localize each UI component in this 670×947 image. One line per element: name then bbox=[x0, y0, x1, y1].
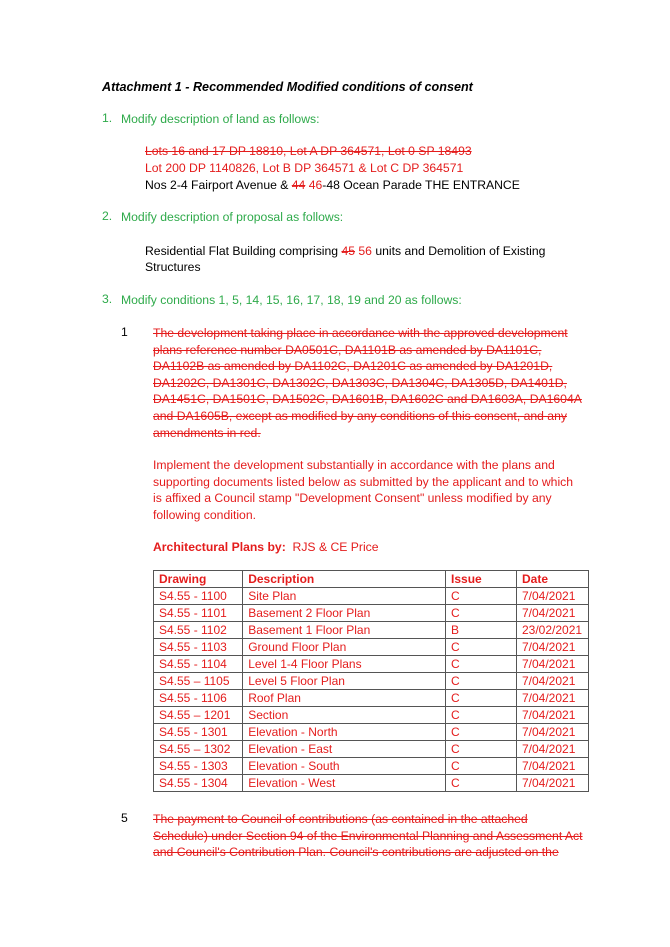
deleted-line: DA1202C, DA1301C, DA1302C, DA1303C, DA1304C, DA1305D, DA1401D, bbox=[153, 375, 567, 390]
cell-issue: C bbox=[446, 707, 517, 724]
cell-date: 7/04/2021 bbox=[516, 639, 588, 656]
table-header-row bbox=[154, 571, 589, 588]
cell-issue: C bbox=[446, 690, 517, 707]
table-row bbox=[154, 639, 589, 656]
table-row bbox=[154, 656, 589, 673]
header-drawing: Drawing bbox=[154, 571, 243, 588]
condition-1-new-text bbox=[153, 457, 573, 523]
cell-issue: C bbox=[446, 588, 517, 605]
deleted-line: DA1451C, DA1501C, DA1502C, DA1601B, DA1602C and DA1603A, DA1604A bbox=[153, 392, 582, 407]
cell-date: 7/04/2021 bbox=[516, 605, 588, 622]
cell-description: Site Plan bbox=[243, 588, 446, 605]
proposal-old-count: 45 bbox=[341, 244, 356, 258]
architectural-plans-table bbox=[153, 570, 589, 792]
plans-by-line bbox=[153, 539, 379, 555]
cell-description: Level 1-4 Floor Plans bbox=[243, 656, 446, 673]
condition-5-deleted-text bbox=[153, 811, 583, 861]
proposal-line bbox=[145, 243, 545, 259]
cell-date: 7/04/2021 bbox=[516, 588, 588, 605]
table-row bbox=[154, 622, 589, 639]
table-row bbox=[154, 690, 589, 707]
item-1-text: Modify description of land as follows: bbox=[121, 112, 320, 126]
cell-description: Basement 1 Floor Plan bbox=[243, 622, 446, 639]
item-3-text: Modify conditions 1, 5, 14, 15, 16, 17, 18, 19 and 20 as follows: bbox=[121, 293, 462, 307]
deleted-line: The development taking place in accordance with the approved development bbox=[153, 326, 568, 340]
cell-drawing: S4.55 - 1100 bbox=[154, 588, 243, 605]
new-line: following condition. bbox=[153, 507, 256, 522]
new-line: supporting documents listed below as submitted by the applicant and to which bbox=[153, 474, 574, 489]
deleted-line: plans reference number DA0501C, DA1101B as amended by DA1101C, bbox=[153, 342, 542, 357]
cell-drawing: S4.55 – 1105 bbox=[154, 673, 243, 690]
table-row bbox=[154, 673, 589, 690]
cell-issue: C bbox=[446, 656, 517, 673]
cell-description: Elevation - East bbox=[243, 741, 446, 758]
cell-date: 7/04/2021 bbox=[516, 656, 588, 673]
cell-drawing: S4.55 - 1102 bbox=[154, 622, 243, 639]
cell-issue: C bbox=[446, 639, 517, 656]
address-line bbox=[145, 177, 520, 193]
cell-issue: C bbox=[446, 605, 517, 622]
plans-label: Architectural Plans by: bbox=[153, 540, 286, 554]
plans-author: RJS & CE Price bbox=[292, 540, 379, 554]
condition-1-number: 1 bbox=[121, 325, 128, 339]
header-issue: Issue bbox=[446, 571, 517, 588]
deleted-line: The payment to Council of contributions (as contained in the attached bbox=[153, 812, 528, 826]
cell-drawing: S4.55 – 1302 bbox=[154, 741, 243, 758]
address-old-number: 44 bbox=[291, 178, 306, 192]
cell-description: Ground Floor Plan bbox=[243, 639, 446, 656]
table-row bbox=[154, 724, 589, 741]
cell-issue: C bbox=[446, 775, 517, 792]
cell-description: Section bbox=[243, 707, 446, 724]
cell-date: 7/04/2021 bbox=[516, 724, 588, 741]
deleted-line: amendments in red. bbox=[153, 425, 261, 440]
new-land-description: Lot 200 DP 1140826, Lot B DP 364571 & Lot C DP 364571 bbox=[145, 161, 464, 175]
item-2-number: 2. bbox=[102, 209, 113, 223]
table-row bbox=[154, 605, 589, 622]
cell-issue: C bbox=[446, 724, 517, 741]
cell-drawing: S4.55 - 1301 bbox=[154, 724, 243, 741]
cell-drawing: S4.55 - 1104 bbox=[154, 656, 243, 673]
cell-issue: C bbox=[446, 758, 517, 775]
proposal-new-count: 56 bbox=[358, 244, 372, 258]
new-line: is affixed a Council stamp "Development Consent" unless modified by any bbox=[153, 491, 552, 506]
cell-drawing: S4.55 - 1304 bbox=[154, 775, 243, 792]
header-description: Description bbox=[243, 571, 446, 588]
cell-description: Elevation - South bbox=[243, 758, 446, 775]
proposal-line-2: Structures bbox=[145, 260, 201, 274]
cell-date: 7/04/2021 bbox=[516, 775, 588, 792]
cell-date: 7/04/2021 bbox=[516, 741, 588, 758]
cell-description: Roof Plan bbox=[243, 690, 446, 707]
address-before: Nos 2-4 Fairport Avenue & bbox=[145, 178, 292, 192]
cell-issue: C bbox=[446, 741, 517, 758]
cell-drawing: S4.55 - 1103 bbox=[154, 639, 243, 656]
cell-drawing: S4.55 - 1106 bbox=[154, 690, 243, 707]
cell-date: 7/04/2021 bbox=[516, 758, 588, 775]
condition-5-number: 5 bbox=[121, 811, 128, 825]
old-land-description: Lots 16 and 17 DP 18810, Lot A DP 364571, Lot 0 SP 18493 bbox=[145, 144, 472, 158]
address-after: -48 Ocean Parade THE ENTRANCE bbox=[322, 178, 520, 192]
cell-drawing: S4.55 - 1101 bbox=[154, 605, 243, 622]
deleted-line: Schedule) under Section 94 of the Environmental Planning and Assessment Act bbox=[153, 828, 583, 843]
table-row bbox=[154, 588, 589, 605]
table-row bbox=[154, 775, 589, 792]
deleted-line: and DA1605B, except as modified by any conditions of this consent, and any bbox=[153, 408, 567, 423]
cell-date: 7/04/2021 bbox=[516, 707, 588, 724]
deleted-line: DA1102B as amended by DA1102C, DA1201C as amended by DA1201D, bbox=[153, 359, 553, 374]
table-row bbox=[154, 707, 589, 724]
cell-issue: C bbox=[446, 673, 517, 690]
cell-date: 23/02/2021 bbox=[516, 622, 588, 639]
cell-description: Basement 2 Floor Plan bbox=[243, 605, 446, 622]
item-1-number: 1. bbox=[102, 111, 113, 125]
cell-drawing: S4.55 – 1201 bbox=[154, 707, 243, 724]
cell-issue: B bbox=[446, 622, 517, 639]
new-line: Implement the development substantially in accordance with the plans and bbox=[153, 458, 555, 472]
cell-description: Elevation - West bbox=[243, 775, 446, 792]
condition-1-deleted-text bbox=[153, 325, 582, 441]
deleted-line: and Council's Contribution Plan. Council's contributions are adjusted on the bbox=[153, 845, 559, 860]
header-date: Date bbox=[516, 571, 588, 588]
proposal-before: Residential Flat Building comprising bbox=[145, 244, 342, 258]
cell-description: Elevation - North bbox=[243, 724, 446, 741]
item-2-text: Modify description of proposal as follows: bbox=[121, 210, 344, 224]
cell-date: 7/04/2021 bbox=[516, 690, 588, 707]
item-3-number: 3. bbox=[102, 292, 113, 306]
document-heading: Attachment 1 - Recommended Modified conditions of consent bbox=[102, 80, 473, 94]
proposal-after: units and Demolition of Existing bbox=[371, 244, 546, 258]
cell-drawing: S4.55 - 1303 bbox=[154, 758, 243, 775]
address-new-number: 46 bbox=[308, 178, 323, 192]
cell-date: 7/04/2021 bbox=[516, 673, 588, 690]
table-row bbox=[154, 758, 589, 775]
cell-description: Level 5 Floor Plan bbox=[243, 673, 446, 690]
table-row bbox=[154, 741, 589, 758]
